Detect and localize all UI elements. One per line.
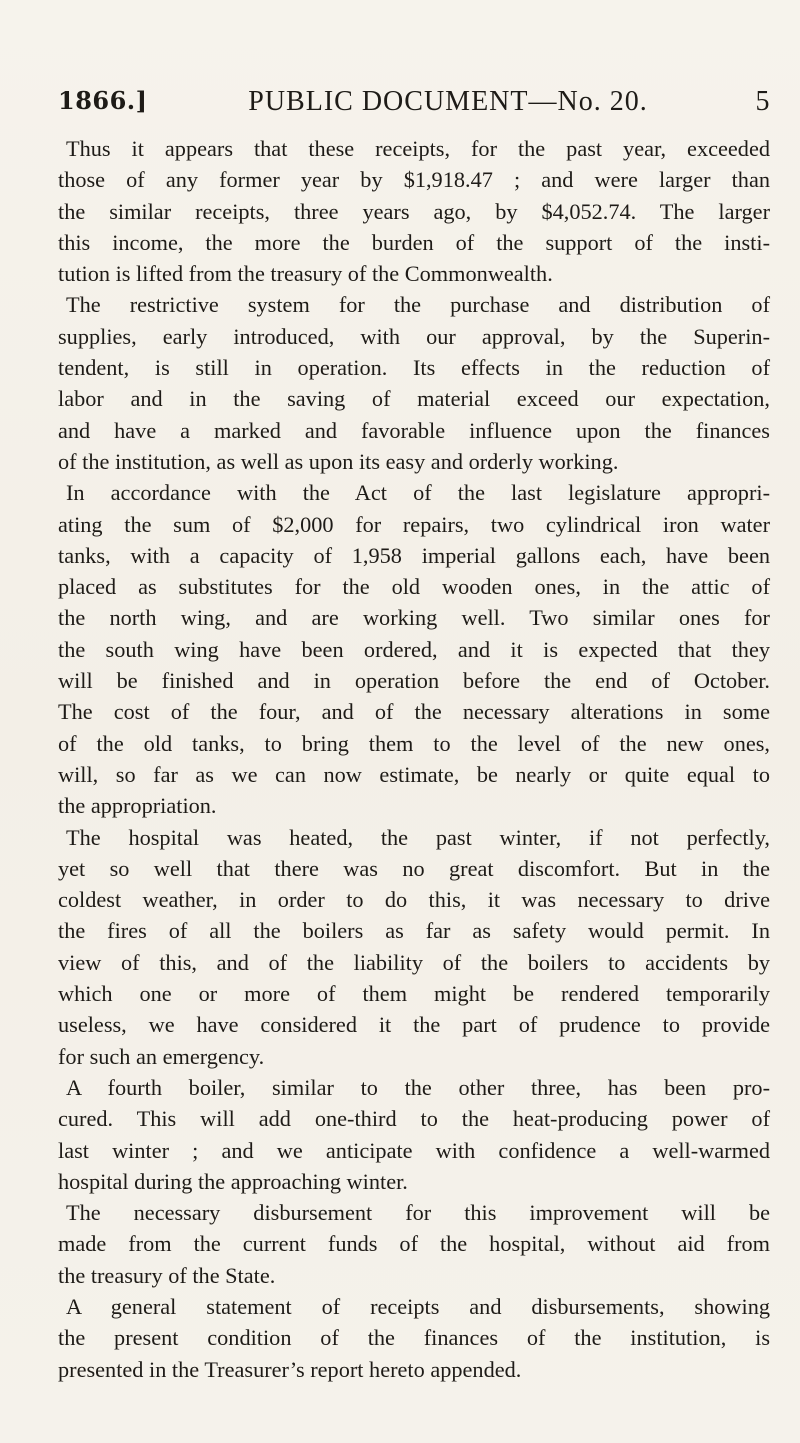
text-line: supplies, early introduced, with our approval, by the Superin- <box>58 323 770 349</box>
text-line: A general statement of receipts and disbursements, showing <box>66 1293 770 1319</box>
text-line: last winter ; and we anticipate with confidence a well-warmed <box>58 1137 770 1163</box>
text-line: the fires of all the boilers as far as safety would permit. In <box>58 918 770 944</box>
page-number: 5 <box>755 86 770 117</box>
text-line: The restrictive system for the purchase and distribution of <box>66 292 770 318</box>
header-year: 1866.] <box>58 86 148 115</box>
text-line: placed as substitutes for the old wooden ones, in the attic of <box>58 574 770 600</box>
text-line: The necessary disbursement for this improvement will be <box>66 1200 770 1226</box>
text-line: hospital during the approaching winter. <box>58 1168 408 1194</box>
text-line: view of this, and of the liability of the boilers to accidents by <box>58 949 770 975</box>
text-line: presented in the Treasurer’s report hereto appended. <box>58 1356 522 1382</box>
text-line: A fourth boiler, similar to the other three, has been pro- <box>66 1074 770 1100</box>
header-title: PUBLIC DOCUMENT—No. 20. <box>248 86 648 117</box>
text-line: tanks, with a capacity of 1,958 imperial gallons each, have been <box>58 542 770 568</box>
text-line: yet so well that there was no great discomfort. But in the <box>58 855 770 881</box>
text-line: for such an emergency. <box>58 1043 265 1069</box>
text-line: useless, we have considered it the part of prudence to provide <box>58 1012 770 1038</box>
text-line: The cost of the four, and of the necessary alterations in some <box>58 699 770 725</box>
text-line: the present condition of the finances of the institution, is <box>58 1325 770 1351</box>
text-line: the south wing have been ordered, and it is expected that they <box>58 636 770 662</box>
text-line: those of any former year by $1,918.47 ; and were larger than <box>58 167 770 193</box>
text-line: Thus it appears that these receipts, for the past year, exceeded <box>66 136 770 161</box>
text-line: of the old tanks, to bring them to the level of the new ones, <box>58 730 770 756</box>
text-line: labor and in the saving of material exceed our expectation, <box>58 386 770 412</box>
running-header <box>58 86 770 126</box>
text-line: cured. This will add one-third to the heat-producing power of <box>58 1106 770 1132</box>
text-line: ating the sum of $2,000 for repairs, two cylindrical iron water <box>58 511 770 537</box>
text-line: which one or more of them might be rendered temporarily <box>58 981 770 1007</box>
text-line: the appropriation. <box>58 793 217 819</box>
text-line: will be finished and in operation before the end of October. <box>58 668 770 694</box>
body-text <box>58 133 770 1385</box>
text-line: In accordance with the Act of the last legislature appropri- <box>66 480 770 506</box>
text-line: the similar receipts, three years ago, by $4,052.74. The larger <box>58 198 770 224</box>
text-line: and have a marked and favorable influence upon the finances <box>58 417 770 443</box>
text-line: the treasury of the State. <box>58 1262 276 1288</box>
text-line: of the institution, as well as upon its easy and orderly working. <box>58 448 619 474</box>
text-line: tendent, is still in operation. Its effects in the reduction of <box>58 355 770 381</box>
text-line: the north wing, and are working well. Two similar ones for <box>58 605 770 631</box>
text-line: The hospital was heated, the past winter, if not perfectly, <box>66 824 770 850</box>
text-line: tution is lifted from the treasury of the Commonwealth. <box>58 261 553 287</box>
text-line: coldest weather, in order to do this, it was necessary to drive <box>58 887 770 913</box>
text-line: made from the current funds of the hospital, without aid from <box>58 1231 770 1257</box>
text-line: will, so far as we can now estimate, be nearly or quite equal to <box>58 761 770 787</box>
text-line: this income, the more the burden of the support of the insti- <box>58 229 770 255</box>
